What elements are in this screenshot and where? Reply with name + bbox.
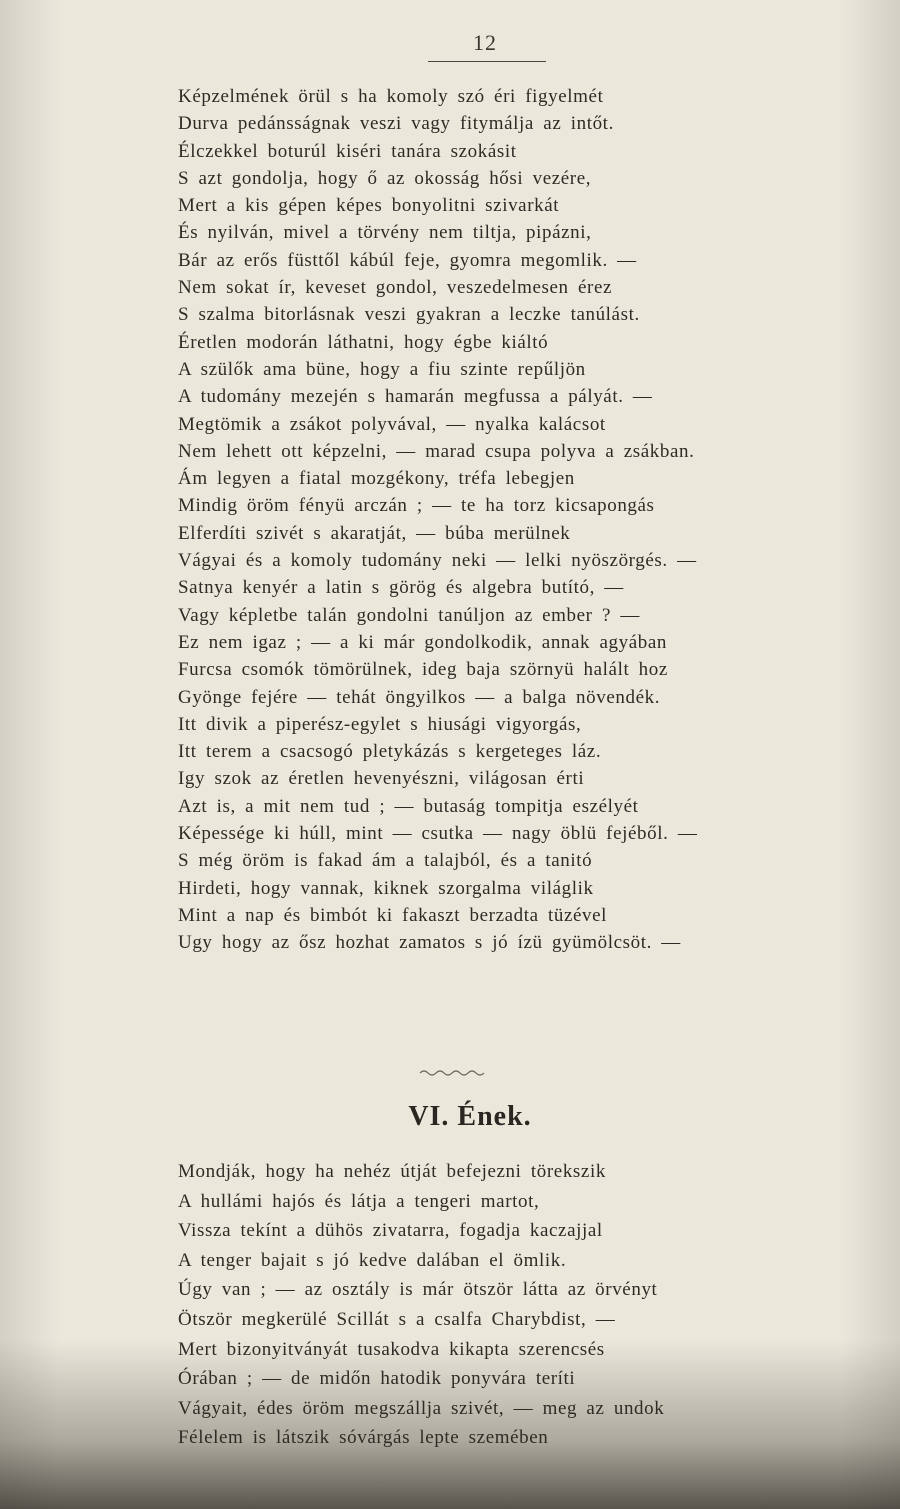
verse-line: Itt divik a piperész-egylet s hiusági vigyorgás, [178,713,582,735]
verse-line: A tenger bajait s jó kedve dalában el ömlik. [178,1249,567,1271]
verse-stanza-2 [178,1157,858,1453]
page-number: 12 [473,30,497,55]
verse-line: Ám legyen a fiatal mozgékony, tréfa lebegjen [178,468,575,490]
verse-line: Nem lehett ott képzelni, — marad csupa polyva a zsákban. [178,440,695,462]
verse-line: Hirdeti, hogy vannak, kiknek szorgalma világlik [178,877,594,899]
verse-line: A szülők ama büne, hogy a fiu szinte repűljön [178,358,586,380]
verse-line: Mondják, hogy ha nehéz útját befejezni törekszik [178,1161,606,1182]
verse-line: Vágyai és a komoly tudomány neki — lelki nyöszörgés. — [178,550,697,572]
header-rule [428,61,546,62]
verse-line: Vissza tekínt a dühös zivatarra, fogadja kaczajjal [178,1220,603,1242]
verse-line: Órában ; — de midőn hatodik ponyvára teríti [178,1368,576,1390]
verse-line: A hullámi hajós és látja a tengeri martot, [178,1190,540,1212]
verse-line: Bár az erős füsttől kábúl feje, gyomra megomlik. — [178,249,637,271]
verse-line: Képzelmének örül s ha komoly szó éri figyelmét [178,86,604,107]
verse-line: És nyilván, mivel a törvény nem tiltja, pipázni, [178,222,592,244]
verse-line: Vagy képletbe talán gondolni tanúljon az ember ? — [178,604,640,626]
verse-line: Nem sokat ír, keveset gondol, veszedelmesen érez [178,277,613,299]
verse-line: Gyönge fejére — tehát öngyilkos — a balga növendék. [178,686,661,708]
verse-line: Mert a kis gépen képes bonyolitni szivarkát [178,195,560,217]
verse-line: Mert bizonyitványát tusakodva kikapta szerencsés [178,1338,605,1360]
verse-line: Durva pedánsságnak veszi vagy fitymálja az intőt. [178,113,614,135]
verse-line: Éretlen modorán láthatni, hogy égbe kiáltó [178,331,549,353]
verse-line: Igy szok az éretlen hevenyészni, világosan érti [178,768,585,790]
verse-line: Megtömik a zsákot polyvával, — nyalka kalácsot [178,413,606,435]
verse-stanza-1 [178,83,858,957]
verse-line: Ez nem igaz ; — a ki már gondolkodik, annak agyában [178,631,667,653]
verse-line: Itt terem a csacsogó pletykázás s kergeteges láz. [178,741,602,763]
verse-line: Ugy hogy az ősz hozhat zamatos s jó ízü gyümölcsöt. — [178,932,681,954]
verse-line: Elferdíti szivét s akaratját, — búba merülnek [178,522,571,544]
ornament-divider [418,1068,488,1078]
verse-line: Élczekkel boturúl kiséri tanára szokásit [178,140,517,162]
verse-line: S azt gondolja, hogy ő az okosság hősi vezére, [178,167,592,189]
verse-line: A tudomány mezején s hamarán megfussa a pályát. — [178,386,653,408]
verse-line: Ötször megkerülé Scillát s a csalfa Charybdist, — [178,1308,616,1330]
verse-line: S szalma bitorlásnak veszi gyakran a leczke tanúlást. [178,304,640,326]
verse-line: Képessége ki húll, mint — csutka — nagy öblü fejéből. — [178,823,698,845]
verse-line: Vágyait, édes öröm megszállja szivét, — meg az undok [178,1397,665,1419]
verse-line: Mint a nap és bimbót ki fakaszt berzadta tüzével [178,904,608,926]
verse-line: Furcsa csomók tömörülnek, ideg baja szörnyü halált hoz [178,659,668,681]
verse-line: Satnya kenyér a latin s görög és algebra butító, — [178,577,624,599]
verse-line: Mindig öröm fényü arczán ; — te ha torz kicsapongás [178,495,655,517]
chapter-title: VI. Ének. [408,1101,532,1132]
verse-line: S még öröm is fakad ám a talajból, és a tanitó [178,850,593,872]
verse-line: Úgy van ; — az osztály is már ötször látta az örvényt [178,1279,658,1301]
verse-line: Félelem is látszik sóvárgás lepte szemében [178,1427,549,1449]
verse-line: Azt is, a mit nem tud ; — butaság tompitja eszélyét [178,795,639,817]
